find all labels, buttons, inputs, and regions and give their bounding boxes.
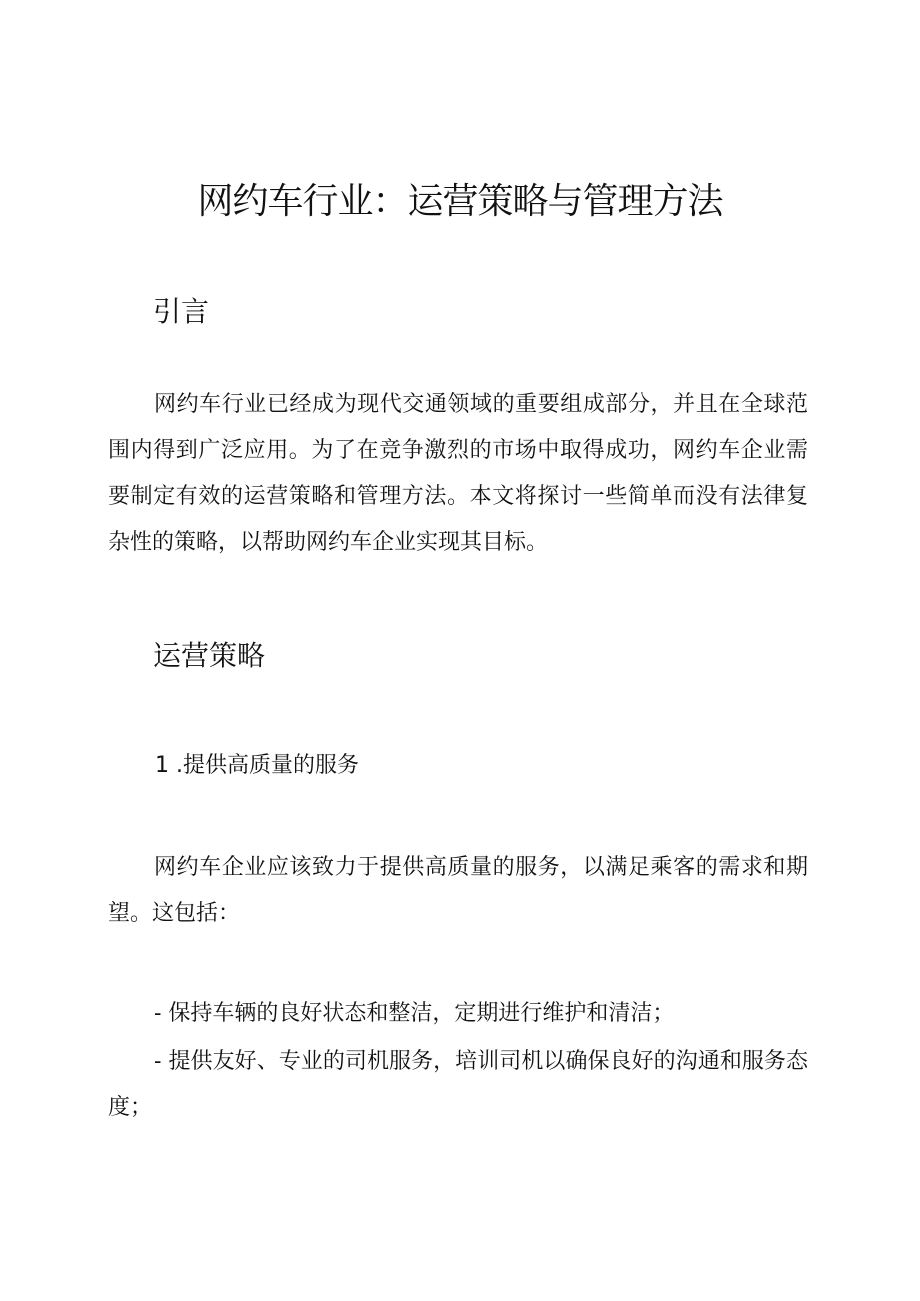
operations-heading: 运营策略	[153, 639, 266, 672]
bullet-item-2: - 提供友好、专业的司机服务，培训司机以确保良好的沟通和服务态度；	[108, 1049, 808, 1120]
bullet-item-1: - 保持车辆的良好状态和整洁，定期进行维护和清洁；	[154, 1001, 675, 1026]
subsection-1-paragraph: 网约车企业应该致力于提供高质量的服务，以满足乘客的需求和期望。这包括：	[108, 855, 808, 926]
intro-heading: 引言	[153, 295, 210, 328]
intro-paragraph: 网约车行业已经成为现代交通领域的重要组成部分，并且在全球范围内得到广泛应用。为了在竞争激烈的市场中取得成功，网约车企业需要制定有效的运营策略和管理方法。本文将探讨一些简单而没有法律复杂性的策略，以帮助网约车企业实现其目标。	[108, 392, 808, 555]
document-title: 网约车行业：运营策略与管理方法	[197, 181, 723, 222]
subsection-1-heading: 1 .提供高质量的服务	[155, 753, 359, 778]
